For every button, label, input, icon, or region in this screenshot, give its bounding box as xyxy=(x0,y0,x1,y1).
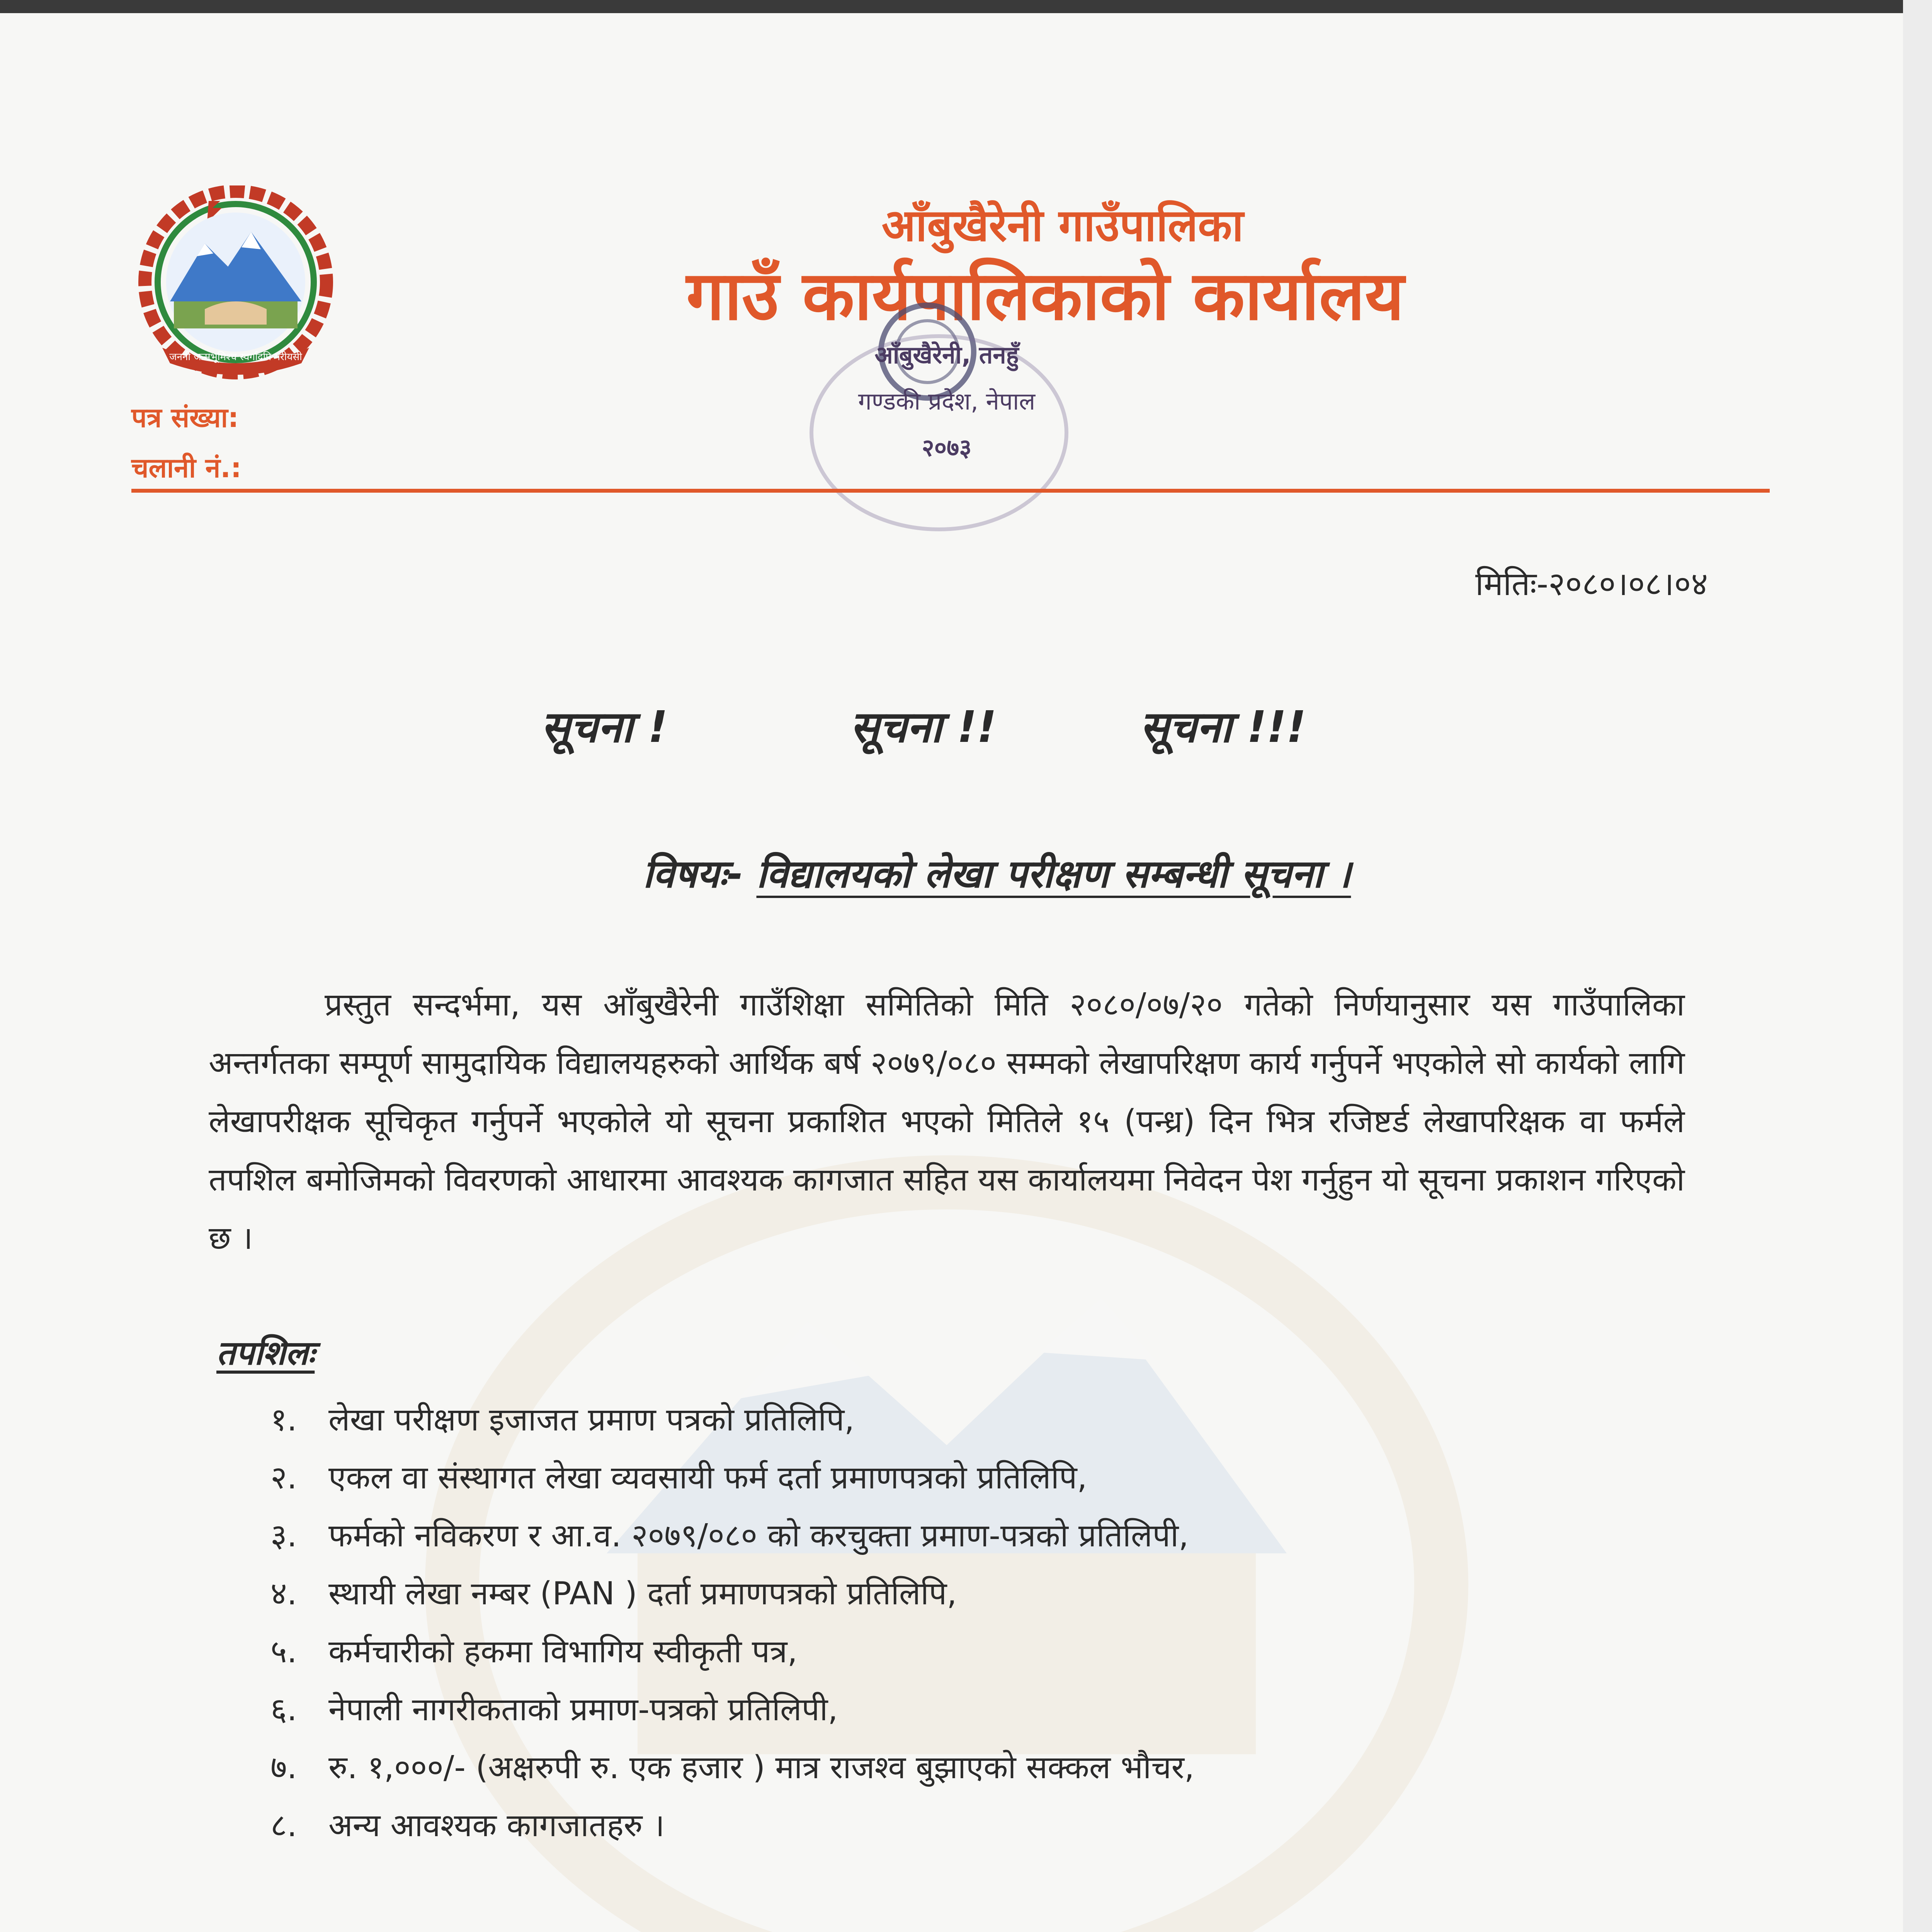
body-paragraph: प्रस्तुत सन्दर्भमा, यस आँबुखैरेनी गाउँशिक्षा समितिको मिति २०८०/०७/२० गतेको निर्णयानुसार यस गाउँपालिका अन्तर्गतका सम्पूर्ण सामुदायिक विद्यालयहरुको आर्थिक बर्ष २०७९/०८० सम्मको लेखापरिक्षण कार्य गर्नुपर्ने भएकोले सो कार्यको लागि लेखापरीक्षक सूचिकृत गर्नुपर्ने भएकोले यो सूचना प्रकाशित भएको मितिले १५ (पन्ध्र) दिन भित्र रजिष्टर्ड लेखापरिक्षक वा फर्मले तपशिल बमोजिमको विवरणको आधारमा आवश्यक कागजात सहित यस कार्यालयमा निवेदन पेश गर्नुहुन यो सूचना प्रकाशन गरिएको छ । xyxy=(209,986,1685,1257)
annex-item-number: ६. xyxy=(270,1691,297,1728)
annex-item-text: कर्मचारीको हकमा विभागिय स्वीकृती पत्र, xyxy=(328,1633,798,1670)
annex-item-number: ८. xyxy=(270,1807,297,1844)
office-title: गाउँ कार्यपालिकाको कार्यालय xyxy=(686,257,1404,335)
subject-prefix: विषयः- xyxy=(643,851,743,896)
annex-item-text: एकल वा संस्थागत लेखा व्यवसायी फर्म दर्ता प्रमाणपत्रको प्रतिलिपि, xyxy=(328,1459,1087,1496)
annex-item-number: २. xyxy=(270,1459,297,1496)
header-rule xyxy=(131,489,1770,493)
annex-item xyxy=(270,1565,1662,1623)
stamp-line-1: आँबुखैरेनी, तनहुँ xyxy=(874,341,1019,369)
annex-item xyxy=(270,1507,1662,1565)
letter-number-label: पत्र संख्या: xyxy=(131,402,239,434)
annex-item-number: १. xyxy=(270,1401,297,1438)
annex-item xyxy=(270,1391,1662,1449)
annex-item xyxy=(270,1623,1662,1681)
date: मितिः-२०८०।०८।०४ xyxy=(1475,565,1708,603)
annex-item-number: ७. xyxy=(270,1749,297,1786)
annex-item-text: नेपाली नागरीकताको प्रमाण-पत्रको प्रतिलिपी, xyxy=(328,1691,838,1728)
annex-item xyxy=(270,1739,1662,1797)
annex-item-number: ३. xyxy=(270,1517,297,1554)
dispatch-number-label: चलानी नं.: xyxy=(131,452,242,484)
annex-item-text: लेखा परीक्षण इजाजत प्रमाण पत्रको प्रतिलिपि, xyxy=(328,1401,855,1438)
notice-word: सूचना !! xyxy=(850,702,997,752)
notice-word: सूचना !!! xyxy=(1140,702,1306,752)
annex-item-number: ४. xyxy=(270,1575,297,1612)
office-stamp-icon xyxy=(765,294,1113,572)
annex-item xyxy=(270,1449,1662,1507)
stamp-line-3: २०७३ xyxy=(922,434,972,462)
emblem-caption: जननी जन्मभूमिश्च स्वर्गादपि गरीयसी xyxy=(169,351,302,363)
annex-item-text: स्थायी लेखा नम्बर (PAN ) दर्ता प्रमाणपत्रको प्रतिलिपि, xyxy=(328,1575,957,1612)
municipality-name: आँबुखैरेनी गाउँपालिका xyxy=(881,200,1244,252)
annex-list xyxy=(270,1391,1662,1855)
annex-item-number: ५. xyxy=(270,1633,297,1670)
signature-icon xyxy=(1287,1924,1704,1932)
scan-edge-right xyxy=(1903,0,1932,1932)
annex-item xyxy=(270,1797,1662,1855)
annex-title: तपशिलः xyxy=(216,1334,315,1372)
subject-line xyxy=(533,846,1461,899)
stamp-line-2: गण्डकी प्रदेश, नेपाल xyxy=(858,387,1036,415)
annex-item-text: रु. १,०००/- (अक्षरुपी रु. एक हजार ) मात्र राजश्व बुझाएको सक्कल भौचर, xyxy=(328,1749,1194,1786)
annex-item-text: फर्मको नविकरण र आ.व. २०७९/०८० को करचुक्ता प्रमाण-पत्रको प्रतिलिपी, xyxy=(328,1517,1189,1554)
annex-item xyxy=(270,1681,1662,1739)
scan-edge xyxy=(0,0,1932,13)
annex-item-text: अन्य आवश्यक कागजातहरु । xyxy=(328,1807,665,1844)
notice-word: सूचना ! xyxy=(541,702,668,752)
nepal-emblem-icon xyxy=(128,185,344,386)
subject-text: विद्यालयको लेखा परीक्षण सम्बन्धी सूचना । xyxy=(756,851,1351,896)
